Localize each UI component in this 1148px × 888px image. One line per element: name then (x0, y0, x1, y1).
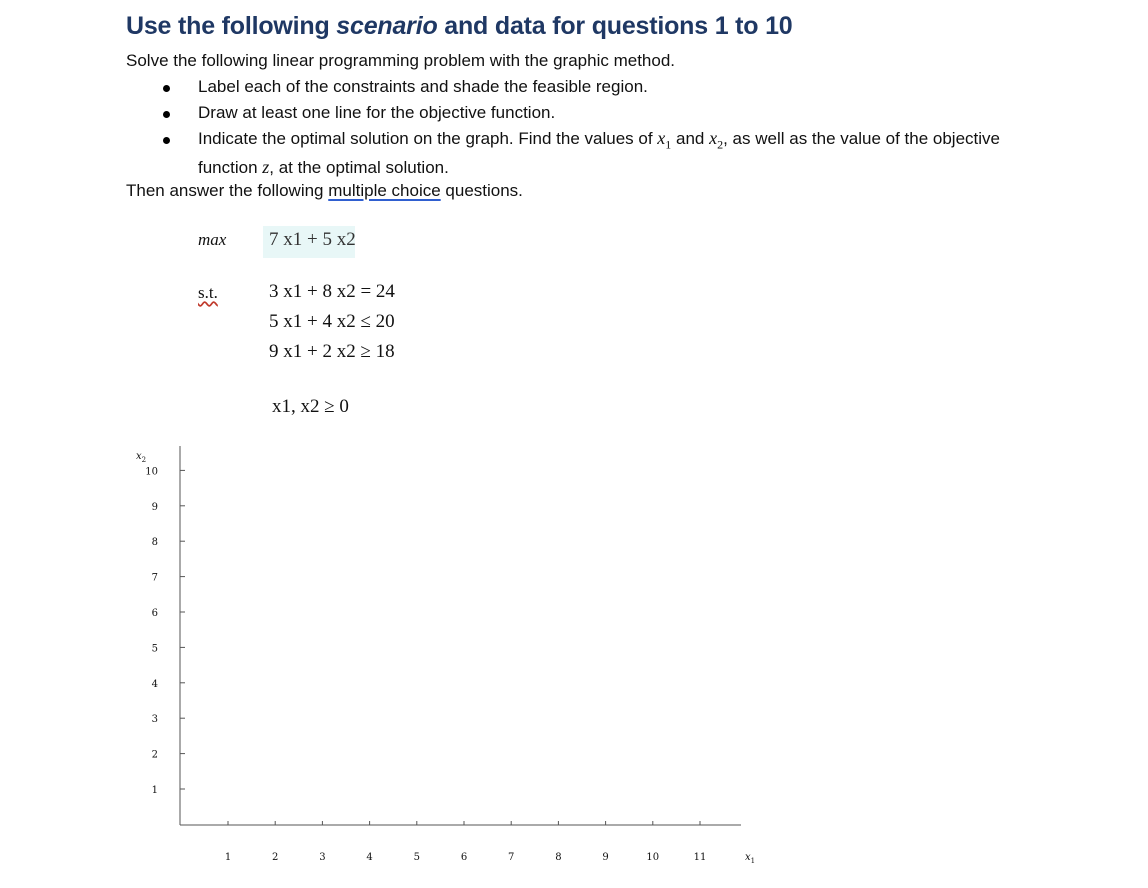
y-tick-label: 1 (151, 785, 158, 796)
bullet-2: Draw at least one line for the objective function. (198, 103, 556, 122)
constraint-2: 5 x1 + 4 x2 ≤ 20 (269, 311, 395, 332)
nonnegativity-constraint: x1, x2 ≥ 0 (272, 396, 349, 417)
y-tick-label: 2 (151, 749, 158, 761)
x-tick-label: 9 (602, 852, 609, 863)
y-axis-label: $x_2$ (136, 451, 147, 464)
constraint-3: 9 x1 + 2 x2 ≥ 18 (269, 341, 395, 362)
y-tick-label: 9 (151, 501, 158, 513)
y-tick-label: 3 (151, 714, 158, 726)
x-tick-label: 7 (508, 852, 515, 863)
closing-text: Then answer the following multiple choice questions. (126, 181, 523, 200)
x-tick-label: 5 (413, 852, 420, 863)
y-tick-label: 5 (151, 643, 158, 655)
y-tick-label: 8 (151, 537, 158, 549)
x-tick-label: 6 (460, 852, 468, 863)
objective-function: 7 x1 + 5 x2 (269, 229, 356, 250)
x-tick-label: 10 (646, 852, 660, 863)
x-tick-label: 11 (693, 852, 707, 863)
max-label: max (198, 230, 227, 249)
x-tick-label: 2 (272, 852, 279, 863)
constraint-1: 3 x1 + 8 x2 = 24 (269, 281, 395, 302)
bullet-3-continued: function z, at the optimal solution. (198, 157, 449, 177)
y-tick-label: 4 (151, 678, 158, 690)
st-label: s.t. (198, 283, 218, 302)
x-tick-label: 4 (366, 852, 373, 863)
x-tick-label: 8 (555, 852, 562, 863)
y-tick-label: 10 (145, 466, 158, 478)
bullet-3: Indicate the optimal solution on the graph. Find the values of $x_1$ and $x_2$, as well as the value of the objective (198, 128, 1000, 152)
x-tick-label: 1 (224, 852, 232, 863)
bullet-1: Label each of the constraints and shade the feasible region. (198, 77, 648, 96)
page-heading: Use the following scenario and data for questions 1 to 10 (126, 12, 793, 40)
y-tick-label: 7 (151, 572, 158, 584)
intro-text: Solve the following linear programming problem with the graphic method. (126, 51, 676, 70)
x-tick-label: 3 (319, 852, 326, 863)
y-tick-label: 6 (151, 608, 158, 619)
x-axis-label: $x_1$ (745, 852, 756, 865)
